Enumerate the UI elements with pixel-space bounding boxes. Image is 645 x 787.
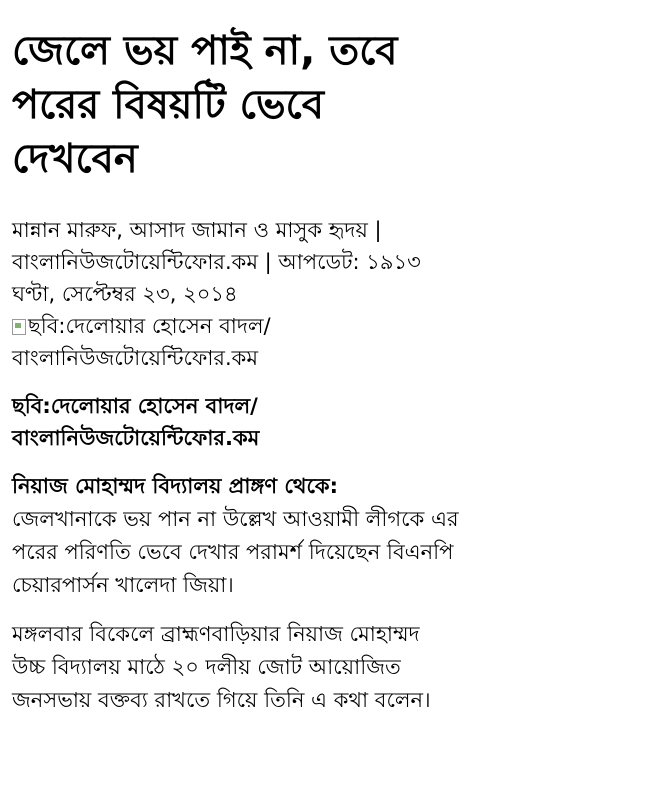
paragraph-line: মঙ্গলবার বিকেলে ব্রাহ্মণবাড়িয়ার নিয়াজ মোহাম্মদ — [12, 622, 420, 646]
paragraph-line: জেলখানাকে ভয় পান না উল্লেখ আওয়ামী লীগকে এর — [12, 507, 459, 531]
article-headline — [12, 24, 633, 186]
article-paragraph-2 — [12, 618, 633, 717]
paragraph-line: চেয়ারপার্সন খালেদা জিয়া। — [12, 573, 234, 597]
caption-line: ছবি:দেলোয়ার হোসেন বাদল/ — [12, 394, 258, 418]
headline-line: পরের বিষয়টি ভেবে — [12, 82, 325, 128]
article-byline — [12, 214, 633, 310]
image-alt-line: ছবি:দেলোয়ার হোসেন বাদল/ — [28, 314, 271, 338]
paragraph-line: উচ্চ বিদ্যালয় মাঠে ২০ দলীয় জোট আয়োজিত — [12, 655, 401, 679]
caption-line: বাংলানিউজটোয়েন্টিফোর.কম — [12, 426, 260, 450]
headline-line: দেখবেন — [12, 136, 138, 182]
byline-line: মান্নান মারুফ, আসাদ জামান ও মাসুক হৃদয় | — [12, 218, 382, 242]
article-paragraph-1 — [12, 470, 633, 602]
byline-line: ঘণ্টা, সেপ্টেম্বর ২৩, ২০১৪ — [12, 282, 238, 306]
broken-image-icon — [12, 319, 26, 335]
paragraph-line: জনসভায় বক্তব্য রাখতে গিয়ে তিনি এ কথা বলেন। — [12, 688, 431, 712]
byline-line: বাংলানিউজটোয়েন্টিফোর.কম | আপডেট: ১৯১৩ — [12, 250, 421, 274]
article-dateline: নিয়াজ মোহাম্মদ বিদ্যালয় প্রাঙ্গণ থেকে: — [12, 474, 339, 498]
paragraph-line: পরের পরিণতি ভেবে দেখার পরামর্শ দিয়েছেন বিএনপি — [12, 540, 454, 564]
image-alt-line: বাংলানিউজটোয়েন্টিফোর.কম — [12, 346, 259, 370]
broken-article-image — [12, 310, 633, 374]
headline-line: জেলে ভয় পাই না, তবে — [12, 28, 398, 74]
image-caption — [12, 390, 633, 454]
